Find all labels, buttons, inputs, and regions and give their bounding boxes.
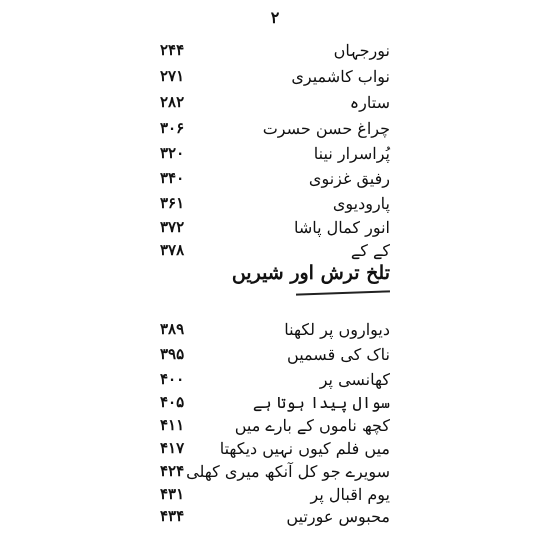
toc-page: ۳۰۶: [160, 119, 185, 137]
toc-page: ۴۱۱: [160, 416, 185, 434]
toc-row: [160, 38, 390, 62]
toc-row: [160, 64, 390, 88]
toc-page: ۲۴۴: [160, 41, 185, 59]
toc-title: چراغ حسن حسرت: [262, 118, 390, 138]
section-heading: تلخ ترش اور شیریں: [231, 262, 390, 284]
toc-row: [160, 390, 390, 414]
toc-row: [160, 367, 390, 391]
toc-title: ناک کی قسمیں: [287, 344, 390, 364]
toc-page: ۲۷۱: [160, 67, 185, 85]
toc-row: [160, 317, 390, 341]
toc-row: [160, 90, 390, 114]
toc-page: ۳۲۰: [160, 144, 185, 162]
toc-page: ۳۶۱: [160, 194, 185, 212]
toc-title: پُراسرار نینا: [313, 143, 390, 163]
toc-row: [160, 504, 390, 528]
toc-page: ۳۸۹: [160, 320, 185, 338]
toc-title: میں فلم کیوں نہیں دیکھتا: [219, 438, 390, 458]
toc-row: [160, 141, 390, 165]
toc-page: ۳۷۸: [160, 241, 185, 259]
toc-row: [160, 166, 390, 190]
toc-title: نورجہاں: [333, 40, 390, 60]
toc-title: کھانسی پر: [319, 369, 390, 389]
toc-title: یوم اقبال پر: [310, 484, 390, 504]
toc-title: دیواروں پر لکھنا: [284, 319, 390, 339]
toc-title: نواب کاشمیری: [291, 66, 390, 86]
page-number: ۲: [270, 8, 280, 27]
toc-page: ۲۸۲: [160, 93, 185, 111]
toc-title: پارودیوی: [332, 193, 390, 213]
toc-page: ۳۴۰: [160, 169, 185, 187]
toc-row: [160, 413, 390, 437]
toc-page: ۴۳۴: [160, 507, 185, 525]
toc-title: ستارہ: [349, 92, 390, 112]
toc-row: [160, 116, 390, 140]
toc-page: ۳۹۵: [160, 345, 185, 363]
toc-title: انور کمال پاشا: [293, 217, 390, 237]
toc-title: رفیق غزنوی: [308, 168, 390, 188]
heading-underline: [296, 290, 390, 295]
toc-page: ۴۳۱: [160, 485, 185, 503]
toc-row: [160, 191, 390, 215]
toc-page: ۳۷۲: [160, 218, 185, 236]
toc-page: ۴۰۵: [160, 393, 185, 411]
toc-page: ۴۰۰: [160, 370, 185, 388]
toc-row: [160, 342, 390, 366]
toc-row: [160, 436, 390, 460]
toc-title: کے کے: [350, 240, 390, 260]
toc-title: سوال پیدا ہوتا ہے: [252, 392, 390, 412]
toc-row: [160, 482, 390, 506]
toc-row: [160, 238, 390, 262]
toc-title: کچھ ناموں کے بارے میں: [234, 415, 390, 435]
toc-row: [160, 459, 390, 483]
toc-row: [160, 215, 390, 239]
toc-title: سویرے جو کل آنکھ میری کھلی: [186, 461, 390, 481]
toc-page: ۴۲۴: [160, 462, 185, 480]
toc-title: محبوس عورتیں: [286, 506, 390, 526]
toc-page: ۴۱۷: [160, 439, 185, 457]
